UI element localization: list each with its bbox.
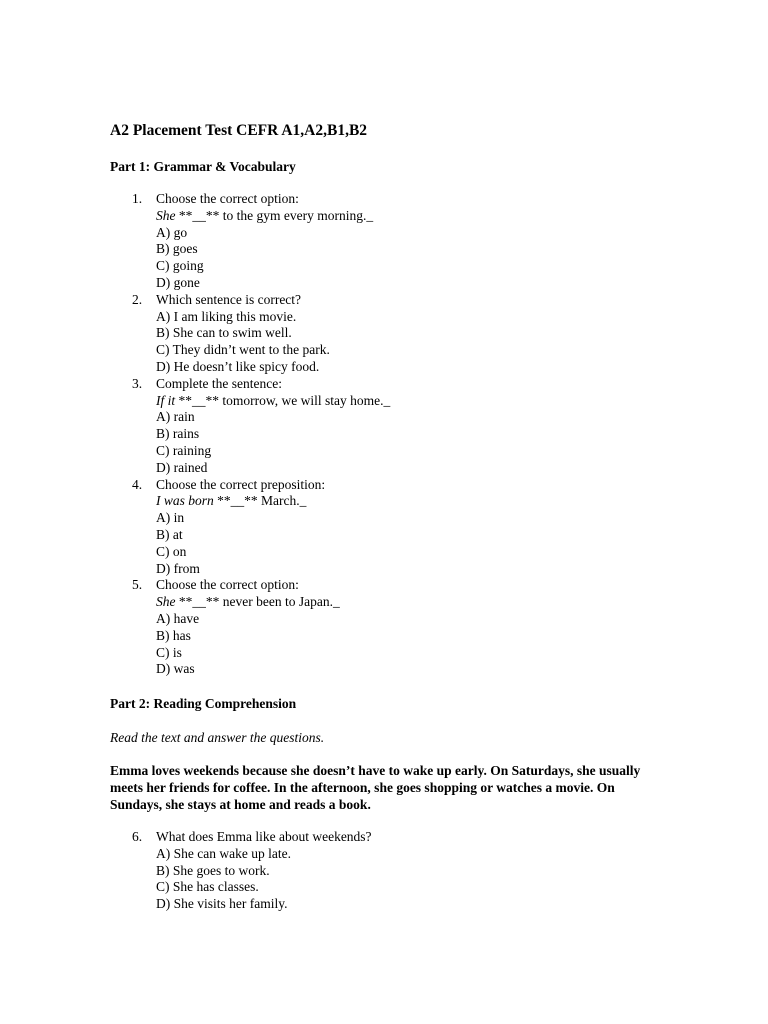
question-prompt: Choose the correct preposition: xyxy=(156,476,326,492)
sentence-italic: She xyxy=(156,594,176,610)
answer-option: B) has xyxy=(156,627,191,643)
answer-option: A) go xyxy=(156,224,188,240)
question-number: 6. xyxy=(132,829,143,844)
sentence-rest: **__** March._ xyxy=(213,493,307,509)
question-1 xyxy=(0,191,768,292)
question-prompt: Which sentence is correct? xyxy=(156,291,302,307)
answer-option: C) They didn’t went to the park. xyxy=(156,342,330,358)
answer-option: D) She visits her family. xyxy=(156,896,288,912)
question-6 xyxy=(0,829,768,913)
answer-option: C) She has classes. xyxy=(156,879,259,895)
answer-option: B) goes xyxy=(156,241,198,257)
sentence-rest: **__** never been to Japan._ xyxy=(175,594,340,610)
reading-passage: Emma loves weekends because she doesn’t have to wake up early. On Saturdays, she usually meets her friends for coffee. In the afternoon, she goes shopping or watches a movie. On Sundays, she stays at home and reads a book. xyxy=(110,763,641,812)
sentence-rest: **__** to the gym every morning._ xyxy=(175,207,374,223)
answer-option: D) He doesn’t like spicy food. xyxy=(156,358,320,374)
sentence-italic: I was born xyxy=(156,493,214,509)
question-5 xyxy=(0,577,768,678)
reading-instruction: Read the text and answer the questions. xyxy=(110,730,325,745)
document-title: A2 Placement Test CEFR A1,A2,B1,B2 xyxy=(110,122,368,139)
answer-option: C) going xyxy=(156,258,204,274)
answer-option: D) gone xyxy=(156,274,200,290)
question-prompt: What does Emma like about weekends? xyxy=(156,829,372,844)
answer-option: A) have xyxy=(156,610,200,626)
question-prompt: Choose the correct option: xyxy=(156,191,299,206)
question-sentence xyxy=(156,208,768,225)
part1-question-list xyxy=(0,191,768,678)
question-number: 5. xyxy=(132,577,143,593)
answer-option: B) rains xyxy=(156,426,200,442)
question-sentence xyxy=(156,594,768,611)
part2-question-list xyxy=(0,829,768,913)
question-number: 4. xyxy=(132,476,143,492)
question-sentence xyxy=(156,493,768,510)
sentence-italic: If it xyxy=(156,392,176,408)
question-4 xyxy=(0,477,768,578)
answer-option: B) She can to swim well. xyxy=(156,325,292,341)
question-3 xyxy=(0,376,768,477)
part1-heading: Part 1: Grammar & Vocabulary xyxy=(110,159,296,174)
answer-option: C) is xyxy=(156,644,182,660)
sentence-rest: **__** tomorrow, we will stay home._ xyxy=(175,392,391,408)
answer-option: A) in xyxy=(156,510,185,526)
question-sentence xyxy=(156,393,768,410)
question-2 xyxy=(0,292,768,376)
question-number: 2. xyxy=(132,291,143,307)
answer-option: B) She goes to work. xyxy=(156,862,270,878)
question-number: 1. xyxy=(132,191,143,206)
part2-heading: Part 2: Reading Comprehension xyxy=(110,696,297,711)
sentence-italic: She xyxy=(156,207,176,223)
answer-option: B) at xyxy=(156,526,183,542)
answer-option: D) rained xyxy=(156,459,208,475)
question-prompt: Choose the correct option: xyxy=(156,577,299,593)
answer-option: C) raining xyxy=(156,442,212,458)
answer-option: C) on xyxy=(156,543,187,559)
answer-option: A) I am liking this movie. xyxy=(156,308,297,324)
question-number: 3. xyxy=(132,375,143,391)
answer-option: A) She can wake up late. xyxy=(156,845,291,861)
answer-option: D) from xyxy=(156,560,200,576)
answer-option: D) was xyxy=(156,661,195,677)
question-prompt: Complete the sentence: xyxy=(156,375,282,391)
answer-option: A) rain xyxy=(156,409,195,425)
